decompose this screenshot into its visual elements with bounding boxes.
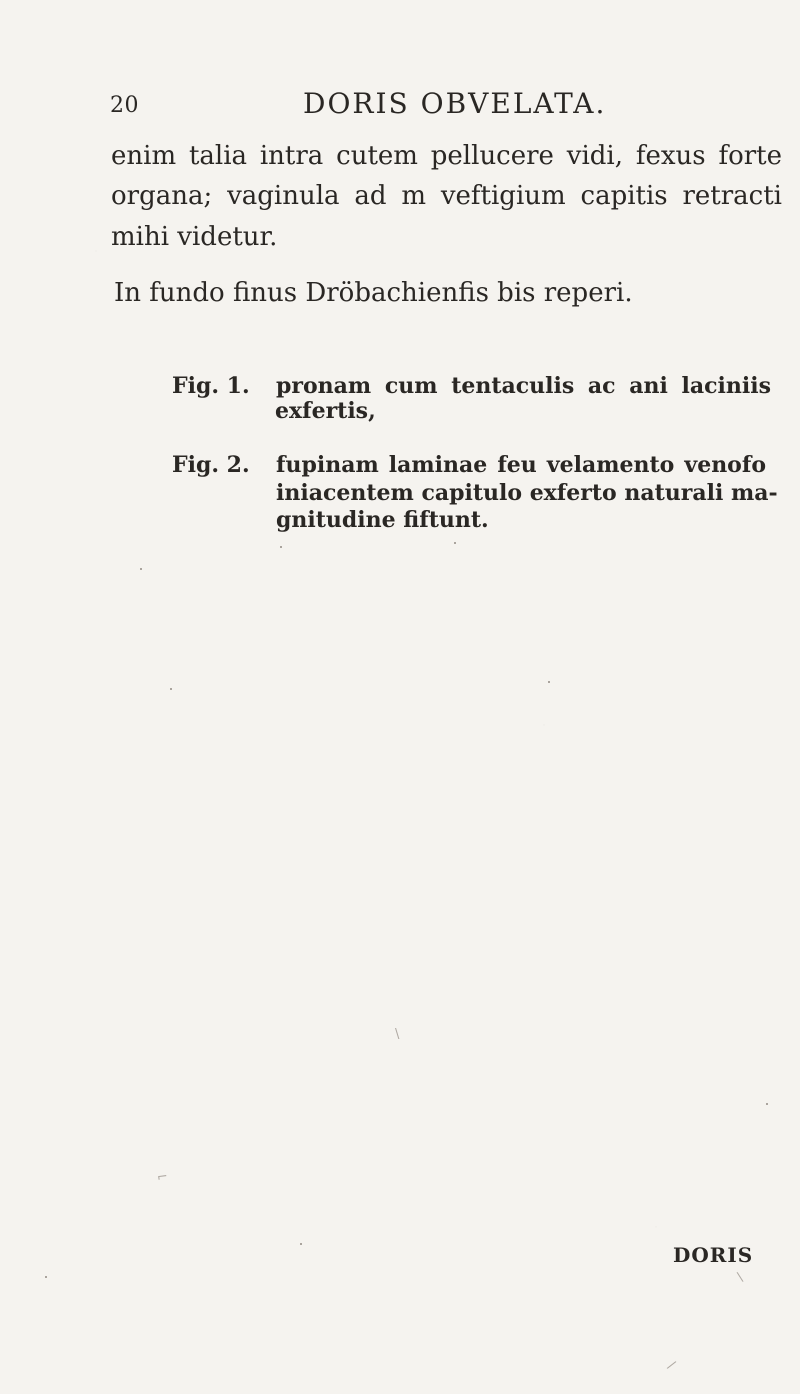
figure-1-caption-line-2: exfertis,	[275, 398, 376, 424]
ink-speck	[140, 568, 142, 570]
body-line-1: enim talia intra cutem pellucere vidi, fexus forte	[111, 141, 782, 171]
ink-speck	[170, 688, 172, 690]
figure-1-label: Fig. 1.	[172, 373, 250, 399]
ink-speck	[548, 681, 550, 683]
ink-speck	[766, 1103, 768, 1105]
ink-speck	[300, 1243, 302, 1245]
figure-1-caption-line-1: pronam cum tentaculis ac ani laciniis	[276, 373, 771, 399]
paper-mark: /	[665, 1358, 678, 1373]
running-title: DORIS OBVELATA.	[303, 87, 607, 120]
ink-speck	[45, 1276, 47, 1278]
paper-mark: \	[736, 1269, 745, 1286]
catchword: DORIS	[673, 1243, 754, 1267]
body-line-4: In fundo finus Dröbachienfis bis reperi.	[114, 278, 633, 308]
paper-mark: \	[395, 1027, 400, 1042]
body-line-3: mihi videtur.	[111, 222, 278, 252]
page-number: 20	[110, 93, 139, 118]
body-line-2: organa; vaginula ad m veftigium capitis retracti	[111, 181, 782, 211]
figure-2-caption-line-1: fupinam laminae feu velamento venofo	[276, 452, 766, 478]
ink-speck	[280, 546, 282, 548]
paper-mark: ⌐	[156, 1169, 169, 1186]
ink-speck	[454, 542, 456, 544]
figure-2-label: Fig. 2.	[172, 452, 250, 478]
figure-2-caption-line-2: iniacentem capitulo exferto naturali ma-	[276, 480, 778, 506]
figure-2-caption-line-3: gnitudine fiftunt.	[276, 507, 489, 533]
